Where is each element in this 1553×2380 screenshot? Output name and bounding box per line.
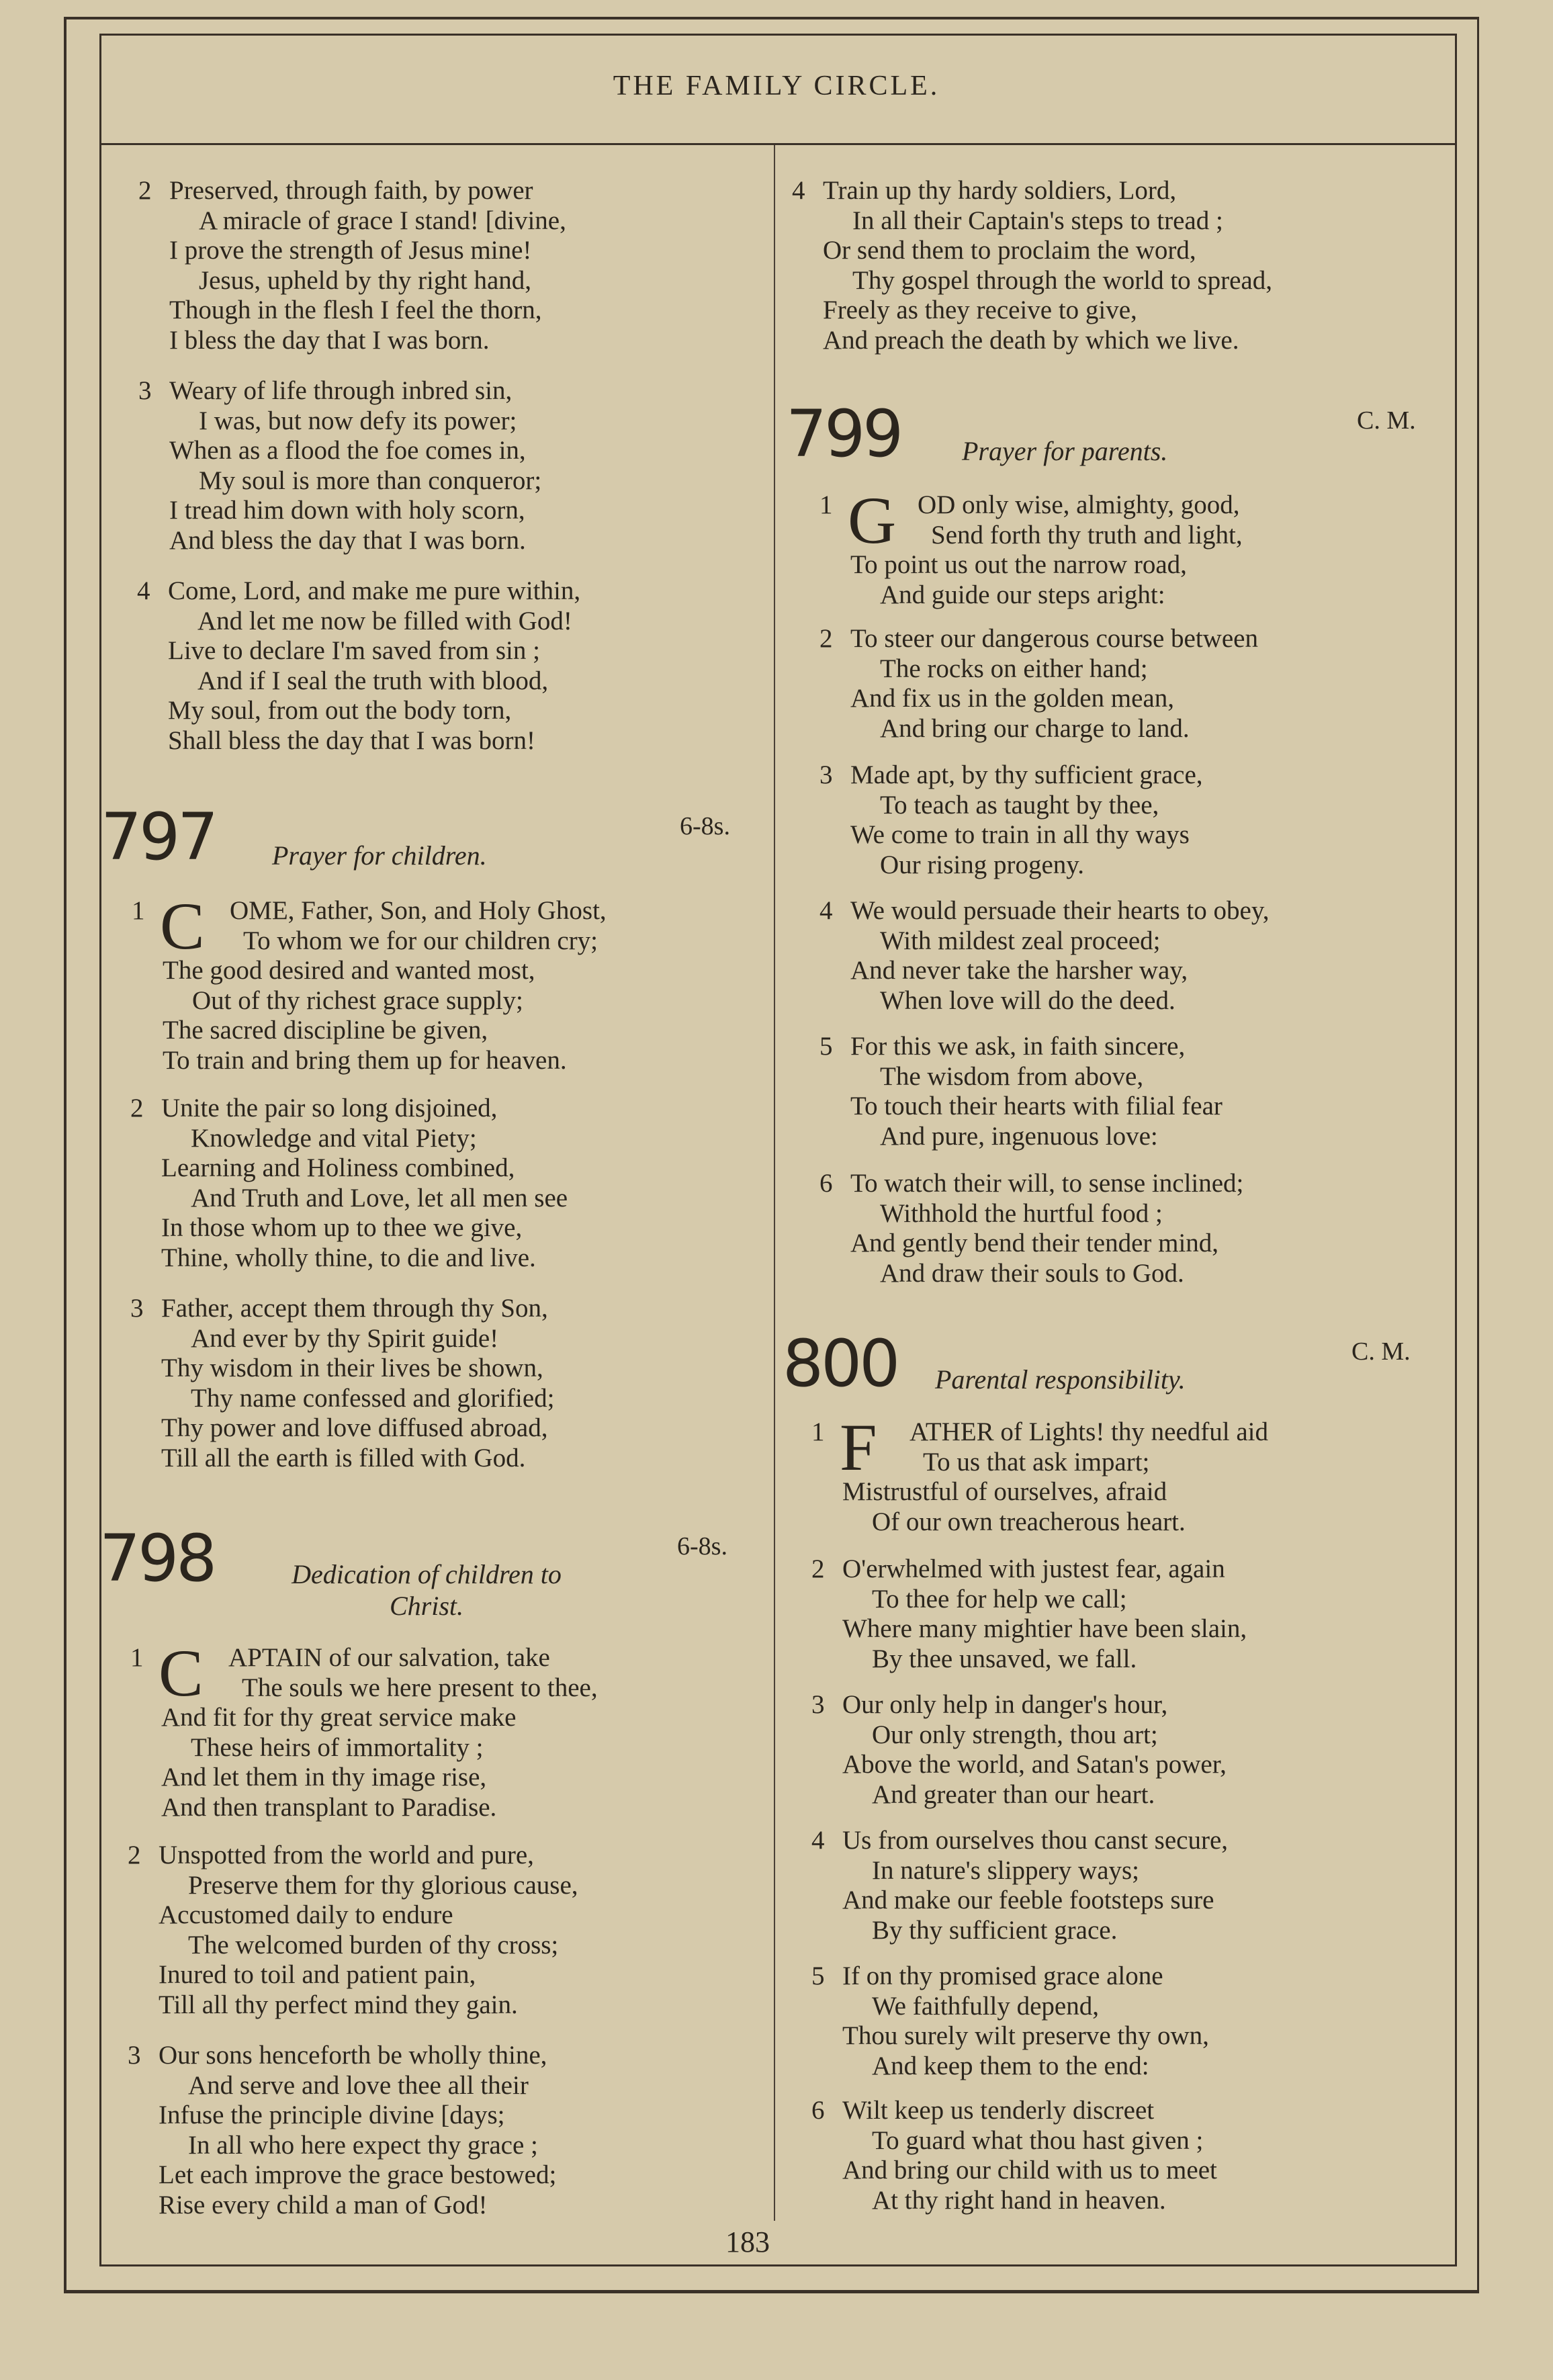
drop-cap: C	[160, 889, 205, 963]
verse-line: And bless the day that I was born.	[169, 525, 526, 555]
stanza	[819, 1169, 1244, 1288]
verse-line: I bless the day that I was born.	[169, 325, 490, 355]
verse-line: And preach the death by which we live.	[823, 325, 1239, 355]
stanza	[128, 2041, 557, 2220]
stanza	[811, 1962, 1209, 2081]
verse-line: Knowledge and vital Piety;	[191, 1123, 477, 1153]
stanza	[811, 1690, 1227, 1810]
verse-line: Our sons henceforth be wholly thine,	[159, 2041, 547, 2070]
verse-line: To steer our dangerous course between	[850, 624, 1258, 653]
verse-line: Thy power and love diffused abroad,	[161, 1413, 548, 1442]
stanza	[137, 576, 581, 756]
verse-line: I was, but now defy its power;	[199, 406, 517, 435]
stanza	[130, 1294, 555, 1473]
verse-line: Send forth thy truth and light,	[931, 520, 1243, 549]
verse-number: 3	[811, 1690, 825, 1719]
verse-number: 2	[130, 1094, 144, 1122]
verse-number: 1	[811, 1417, 825, 1446]
verse-number: 6	[819, 1169, 833, 1198]
verse-line: And never take the harsher way,	[850, 956, 1188, 985]
stanza	[132, 889, 607, 1075]
verse-number: 4	[819, 896, 833, 925]
verse-line: Inured to toil and patient pain,	[159, 1960, 476, 1989]
verse-number: 1	[819, 490, 833, 519]
verse-line: And gently bend their tender mind,	[850, 1229, 1219, 1258]
hymn-meter: 6-8s.	[677, 1532, 727, 1560]
verse-line: And then transplant to Paradise.	[161, 1792, 497, 1822]
verse-line: A miracle of grace I stand! [divine,	[199, 206, 566, 235]
verse-line: OD only wise, almighty, good,	[918, 490, 1240, 519]
verse-line: Withhold the hurtful food ;	[880, 1198, 1163, 1228]
verse-line: O'erwhelmed with justest fear, again	[842, 1554, 1225, 1583]
verse-line: Live to declare I'm saved from sin ;	[168, 636, 540, 665]
verse-line: Train up thy hardy soldiers, Lord,	[823, 176, 1177, 205]
drop-cap: C	[159, 1636, 204, 1710]
verse-number: 1	[132, 896, 145, 925]
hymn-title-line: Christ.	[389, 1591, 464, 1621]
verse-line: I prove the strength of Jesus mine!	[169, 236, 532, 265]
column-divider	[774, 145, 775, 2221]
verse-line: Thou surely wilt preserve thy own,	[842, 2021, 1209, 2050]
running-head: THE FAMILY CIRCLE.	[613, 71, 940, 101]
verse-line: Our only strength, thou art;	[872, 1720, 1158, 1749]
verse-line: And make our feeble footsteps sure	[842, 1886, 1214, 1914]
stanza	[130, 1636, 598, 1822]
stanza	[138, 376, 542, 556]
verse-number: 3	[128, 2041, 141, 2070]
verse-line: Where many mightier have been slain,	[842, 1614, 1247, 1643]
stanza	[819, 896, 1270, 1016]
stanza	[811, 2096, 1217, 2215]
verse-line: Weary of life through inbred sin,	[169, 376, 513, 405]
verse-line: Our only help in danger's hour,	[842, 1690, 1168, 1719]
verse-line: In all their Captain's steps to tread ;	[852, 206, 1223, 235]
verse-line: And keep them to the end:	[872, 2051, 1149, 2080]
verse-line: Let each improve the grace bestowed;	[159, 2160, 557, 2189]
stanza	[811, 1410, 1268, 1537]
verse-line: These heirs of immortality ;	[191, 1732, 484, 1762]
hymn-title: Parental responsibility.	[935, 1364, 1186, 1395]
stanza	[819, 483, 1243, 610]
verse-line: Father, accept them through thy Son,	[161, 1294, 548, 1323]
hymn-number: 797	[101, 799, 216, 875]
verse-number: 3	[138, 376, 152, 405]
verse-line: And pure, ingenuous love:	[880, 1121, 1158, 1151]
verse-line: In nature's slippery ways;	[872, 1855, 1140, 1885]
hymn-title	[245, 1558, 608, 1622]
hymn-number: 798	[99, 1521, 215, 1596]
verse-line: To us that ask impart;	[923, 1447, 1150, 1477]
verse-line: Preserve them for thy glorious cause,	[188, 1870, 578, 1900]
verse-line: Learning and Holiness combined,	[161, 1153, 515, 1182]
verse-line: To train and bring them up for heaven.	[163, 1045, 567, 1075]
header-rule	[99, 143, 1455, 145]
verse-line: And if I seal the truth with blood,	[197, 666, 549, 695]
verse-line: To touch their hearts with filial fear	[850, 1092, 1223, 1120]
verse-number: 3	[130, 1294, 144, 1323]
drop-cap: F	[840, 1410, 877, 1485]
verse-line: If on thy promised grace alone	[842, 1962, 1163, 1990]
verse-line: Us from ourselves thou canst secure,	[842, 1826, 1229, 1855]
verse-line: Mistrustful of ourselves, afraid	[842, 1477, 1167, 1506]
verse-line: I tread him down with holy scorn,	[169, 496, 525, 525]
verse-line: Come, Lord, and make me pure within,	[168, 576, 581, 605]
verse-line: APTAIN of our salvation, take	[228, 1643, 550, 1672]
verse-line: The souls we here present to thee,	[242, 1673, 598, 1702]
verse-line: And let them in thy image rise,	[161, 1763, 487, 1792]
verse-line: And bring our child with us to meet	[842, 2156, 1217, 2185]
verse-line: And fix us in the golden mean,	[850, 684, 1174, 713]
verse-line: To point us out the narrow road,	[850, 550, 1187, 579]
verse-line: And let me now be filled with God!	[197, 606, 572, 635]
stanza	[819, 624, 1258, 744]
verse-number: 4	[792, 176, 805, 205]
hymn-meter: C. M.	[1351, 1337, 1411, 1366]
verse-line: In those whom up to thee we give,	[161, 1213, 523, 1242]
verse-line: We faithfully depend,	[872, 1991, 1099, 2021]
hymn-title-line: Dedication of children to	[292, 1559, 562, 1589]
verse-number: 2	[138, 176, 152, 205]
verse-number: 2	[811, 1554, 825, 1583]
verse-number: 2	[819, 624, 833, 653]
verse-number: 2	[128, 1841, 141, 1869]
drop-cap: G	[848, 483, 897, 558]
verse-number: 4	[811, 1826, 825, 1855]
stanza	[811, 1554, 1247, 1674]
verse-number: 4	[137, 576, 150, 605]
verse-line: Made apt, by thy sufficient grace,	[850, 760, 1203, 789]
verse-line: Wilt keep us tenderly discreet	[842, 2096, 1155, 2125]
verse-line: Thy wisdom in their lives be shown,	[161, 1354, 543, 1382]
verse-line: Shall bless the day that I was born!	[168, 725, 535, 755]
verse-line: With mildest zeal proceed;	[880, 926, 1161, 955]
verse-line: The welcomed burden of thy cross;	[188, 1930, 559, 1959]
verse-line: And ever by thy Spirit guide!	[191, 1323, 499, 1353]
stanza	[811, 1826, 1229, 1945]
verse-line: In all who here expect thy grace ;	[188, 2130, 538, 2160]
verse-line: The sacred discipline be given,	[163, 1016, 488, 1045]
verse-line: Till all thy perfect mind they gain.	[159, 1990, 518, 2019]
verse-line: Thine, wholly thine, to die and live.	[161, 1243, 536, 1272]
hymn-title: Prayer for children.	[272, 840, 487, 871]
stanza	[819, 1032, 1223, 1151]
verse-line: Thy name confessed and glorified;	[191, 1383, 555, 1413]
stanza	[138, 176, 566, 355]
verse-line: By thy sufficient grace.	[872, 1915, 1118, 1945]
verse-line: And guide our steps aright:	[880, 580, 1165, 609]
verse-line: Though in the flesh I feel the thorn,	[169, 296, 542, 324]
verse-line: Out of thy richest grace supply;	[192, 985, 523, 1015]
verse-line: To thee for help we call;	[872, 1584, 1127, 1614]
verse-line: At thy right hand in heaven.	[872, 2185, 1166, 2215]
verse-line: Our rising progeny.	[880, 850, 1085, 879]
verse-line: Rise every child a man of God!	[159, 2190, 488, 2219]
verse-line: Infuse the principle divine [days;	[159, 2101, 505, 2129]
verse-line: And bring our charge to land.	[880, 713, 1190, 743]
stanza	[819, 760, 1203, 880]
verse-line: Unspotted from the world and pure,	[159, 1841, 534, 1869]
verse-number: 6	[811, 2096, 825, 2125]
verse-line: Unite the pair so long disjoined,	[161, 1094, 498, 1122]
verse-line: When as a flood the foe comes in,	[169, 436, 526, 465]
hymn-number: 800	[783, 1326, 898, 1401]
verse-line: And draw their souls to God.	[880, 1258, 1184, 1288]
verse-line: OME, Father, Son, and Holy Ghost,	[230, 896, 607, 925]
verse-line: ATHER of Lights! thy needful aid	[909, 1417, 1268, 1446]
verse-line: To whom we for our children cry;	[243, 926, 598, 955]
hymn-title: Prayer for parents.	[962, 436, 1168, 466]
verse-line: Above the world, and Satan's power,	[842, 1750, 1227, 1779]
stanza	[130, 1094, 568, 1273]
verse-line: By thee unsaved, we fall.	[872, 1644, 1137, 1673]
verse-line: And serve and love thee all their	[188, 2070, 529, 2100]
verse-line: When love will do the deed.	[880, 985, 1175, 1015]
hymn-meter: 6-8s.	[680, 812, 730, 840]
verse-line: The wisdom from above,	[880, 1061, 1144, 1091]
verse-line: For this we ask, in faith sincere,	[850, 1032, 1186, 1061]
verse-line: Preserved, through faith, by power	[169, 176, 533, 205]
verse-line: We come to train in all thy ways	[850, 820, 1190, 849]
verse-line: Jesus, upheld by thy right hand,	[199, 265, 532, 295]
verse-number: 1	[130, 1643, 144, 1672]
verse-line: Accustomed daily to endure	[159, 1900, 453, 1929]
verse-line: The good desired and wanted most,	[163, 956, 535, 985]
stanza	[792, 176, 1272, 355]
hymn-meter: C. M.	[1357, 406, 1416, 435]
verse-line: To watch their will, to sense inclined;	[850, 1169, 1244, 1198]
verse-line: Or send them to proclaim the word,	[823, 236, 1196, 265]
page-number: 183	[725, 2225, 770, 2258]
verse-number: 5	[819, 1032, 833, 1061]
verse-line: The rocks on either hand;	[880, 654, 1148, 683]
stanza	[128, 1841, 578, 2020]
verse-line: Freely as they receive to give,	[823, 296, 1137, 324]
hymn-number: 799	[786, 396, 901, 472]
verse-line: Till all the earth is filled with God.	[161, 1443, 526, 1472]
verse-number: 3	[819, 760, 833, 789]
verse-line: To teach as taught by thee,	[880, 790, 1159, 820]
verse-line: My soul, from out the body torn,	[168, 696, 512, 725]
verse-line: And greater than our heart.	[872, 1779, 1155, 1809]
verse-number: 5	[811, 1962, 825, 1990]
verse-line: And fit for thy great service make	[161, 1703, 517, 1732]
verse-line: My soul is more than conqueror;	[199, 466, 542, 495]
verse-line: And Truth and Love, let all men see	[191, 1183, 568, 1213]
verse-line: To guard what thou hast given ;	[872, 2125, 1204, 2155]
verse-line: Thy gospel through the world to spread,	[852, 265, 1272, 295]
verse-line: Of our own treacherous heart.	[872, 1507, 1186, 1536]
verse-line: We would persuade their hearts to obey,	[850, 896, 1270, 925]
